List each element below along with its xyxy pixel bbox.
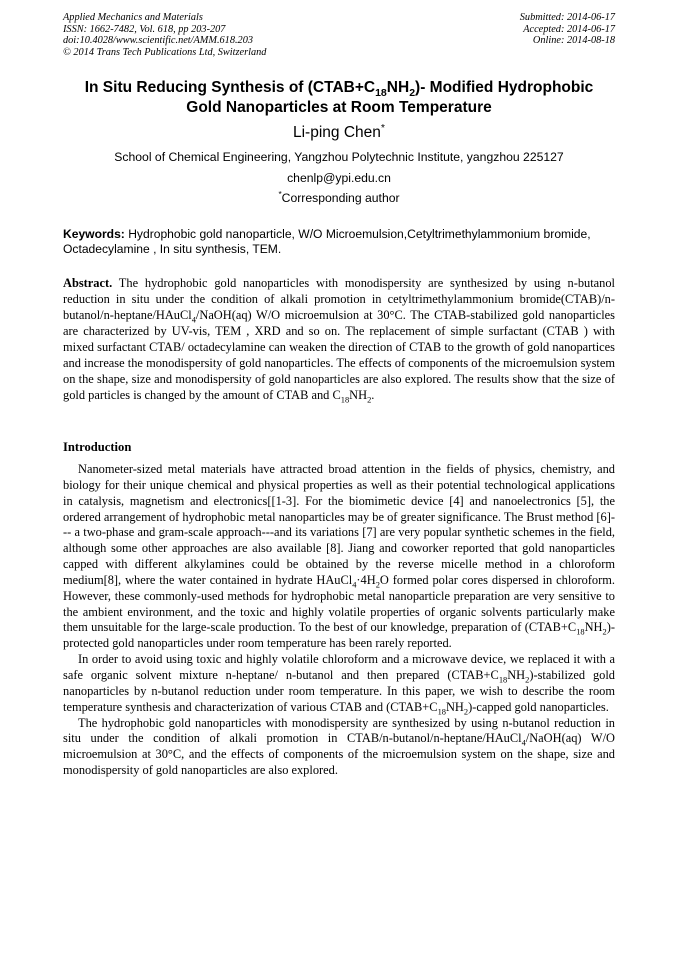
introduction-body bbox=[63, 462, 615, 779]
online-date: Online: 2014-08-18 bbox=[532, 35, 615, 47]
paper-title bbox=[40, 78, 638, 117]
introduction-heading: Introduction bbox=[63, 440, 132, 454]
accepted-date: Accepted: 2014-06-17 bbox=[523, 23, 615, 35]
keywords: Keywords: Hydrophobic gold nanoparticle, W/O Microemulsion,Cetyltrimethylammonium bromide, Octadecylamine , In situ synthesis, TEM. bbox=[63, 227, 591, 257]
keywords-label: Keywords: bbox=[63, 227, 125, 241]
copyright: © 2014 Trans Tech Publications Ltd, Switzerland bbox=[63, 46, 267, 58]
header-left bbox=[63, 12, 266, 58]
author-email: chenlp@ypi.edu.cn bbox=[287, 171, 391, 185]
submitted-date: Submitted: 2014-06-17 bbox=[519, 12, 615, 23]
journal-name: Applied Mechanics and Materials bbox=[63, 12, 203, 23]
author: Li-ping Chen* bbox=[292, 121, 385, 141]
doi: doi:10.4028/www.scientific.net/AMM.618.203 bbox=[63, 35, 253, 47]
intro-paragraph-2: In order to avoid using toxic and highly volatile chloroform and a microwave device, we replaced it with a safe organic solvent mixture n-heptane/ n-butanol and then prepared $(CTAB+C_{18}NH_2)$-stabilized gold nanoparticles by n-butanol reduction under room temperature. In this paper, we wish to describe the room temperature synthesis and characterization of various CTAB and $(CTAB+C_{18}NH_2)$-capped gold nanoparticles. bbox=[63, 652, 615, 717]
abstract-label: Abstract. bbox=[63, 276, 113, 290]
issn: ISSN: 1662-7482, Vol. 618, pp 203-207 bbox=[63, 23, 226, 35]
intro-paragraph-1: Nanometer-sized metal materials have attracted broad attention in the fields of physics, chemistry, and biology for their unique chemical and physical properties as well as their potential technological applications in catalysis, magnetism and electronics[[1-3]. For the biomimetic device [4] and nanoelectronics [5], the ordered arrangement of hydrophobic metal nanoparticles may be of greater significance. The Brust method [6]--- a two-phase and gram-scale approach---and its variations [7] are very popular synthetic schemes in the field, although some other approaches are also available [8]. Jiang and coworker reported that gold nanoparticles capped with different alkylamines could be obtained by the reverse micelle method in a chloroform medium[8], where the water contained in hydrate $HAuCl_4\cdot 4H_2O$ formed polar cores dispersed in chloroform. However, these commonly-used methods for hydrophobic metal nanoparticle preparation are very sensitive to the ambient environment, and the toxic and highly volatile properties of organic solvents particularly make them unsuitable for the large-scale production. To the best of our knowledge, preparation of $(CTAB+C_{18}NH_2)$-protected gold nanoparticles under room temperature has been rarely reported. bbox=[63, 462, 615, 651]
header-right bbox=[520, 12, 615, 47]
abstract: Abstract. The hydrophobic gold nanoparticles with monodispersity are synthesized by using n-butanol reduction in situ under the condition of alkali promotion in cetyltrimethylammonium bromide(CTAB)/n-butanol/n-heptane/HAuCl$_4$/NaOH(aq) W/O microemulsion at 30°C. The CTAB-stabilized gold nanoparticles are characterized by UV-vis, TEM , XRD and so on. The replacement of simple surfactant (CTAB ) with mixed surfactant CTAB/ octadecylamine can weaken the direction of CTAB to the growth of gold nanopartices and increase the monodispersity of gold nanoparticles. The effects of components of the microemulsion system on the shape, size and monodispersity of gold nanoparticles are also explored. The results show that the size of gold particles is changed by the amount of CTAB and $C_{18}NH_2$. bbox=[63, 276, 615, 405]
intro-paragraph-3: The hydrophobic gold nanoparticles with monodispersity are synthesized by using n-butanol reduction in situ under the condition of alkali promotion in CTAB/n-butanol/n-heptane/HAuCl$_4$/NaOH(aq) W/O microemulsion at 30°C, and the effects of components of the microemulsion system on the shape, size and monodispersity of gold nanoparticles are also explored. bbox=[63, 715, 615, 778]
affiliation: School of Chemical Engineering, Yangzhou Polytechnic Institute, yangzhou 225127 bbox=[114, 150, 564, 164]
title-line-2: Gold Nanoparticles at Room Temperature bbox=[186, 98, 492, 116]
title-line-1: In Situ Reducing Synthesis of $(CTAB+C_{18}NH_2)-$ Modified Hydrophobic bbox=[84, 79, 594, 100]
corresponding-note: *Corresponding author bbox=[278, 188, 400, 205]
